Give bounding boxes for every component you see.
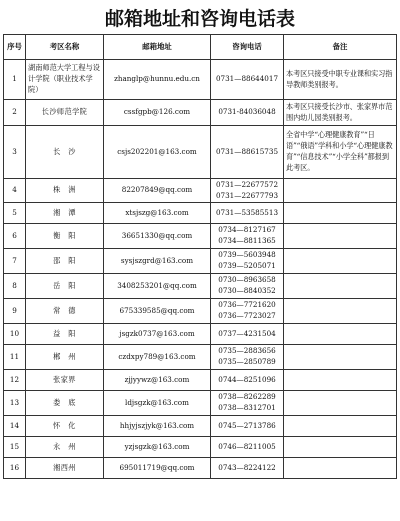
row-number: 9 xyxy=(4,299,26,324)
row-number: 12 xyxy=(4,370,26,391)
phone-cell xyxy=(211,274,284,299)
header-email: 邮箱地址 xyxy=(104,35,211,60)
table-row xyxy=(4,345,397,370)
phone-number: 0731—22677572 xyxy=(215,179,279,189)
note-cell xyxy=(284,370,397,391)
note-cell xyxy=(284,274,397,299)
table-row xyxy=(4,370,397,391)
phone-number: 0730—8963658 xyxy=(218,275,276,285)
phone-number: 0735—2883656 xyxy=(218,346,276,356)
note-cell xyxy=(284,345,397,370)
email-address: cssfgpb@126.com xyxy=(104,100,211,126)
row-number: 13 xyxy=(4,391,26,416)
table-body xyxy=(4,60,397,479)
email-address: sysjszgrd@163.com xyxy=(104,249,211,274)
area-name: 郴 州 xyxy=(26,345,104,370)
phone-number: 0731—53585513 xyxy=(215,207,279,217)
note-cell: 全省中学“心理健康教育”“日语”“俄语”学科和小学“心理健康教育”“信息技术”“小学全科”都报到此考区。 xyxy=(284,126,397,179)
row-number: 7 xyxy=(4,249,26,274)
email-address: 675339585@qq.com xyxy=(104,299,211,324)
email-address: 36651330@qq.com xyxy=(104,224,211,249)
phone-number: 0744—8251096 xyxy=(218,374,276,384)
email-address: 3408253201@qq.com xyxy=(104,274,211,299)
phone-number: 0737—4231504 xyxy=(218,328,276,338)
area-name: 湖南师范大学工程与设计学院（职业技术学院） xyxy=(26,60,104,100)
table-row xyxy=(4,100,397,126)
note-cell xyxy=(284,458,397,479)
phone-cell xyxy=(211,437,284,458)
header-no: 序号 xyxy=(4,35,26,60)
table-row xyxy=(4,126,397,179)
table-row xyxy=(4,391,397,416)
phone-cell xyxy=(211,299,284,324)
phone-cell xyxy=(211,249,284,274)
note-cell xyxy=(284,249,397,274)
area-name: 长沙师范学院 xyxy=(26,100,104,126)
table-row xyxy=(4,299,397,324)
email-address: ldjsgzk@163.com xyxy=(104,391,211,416)
email-address: 82207849@qq.com xyxy=(104,179,211,203)
table-header-row xyxy=(4,35,397,60)
area-name: 湘 潭 xyxy=(26,203,104,224)
area-name: 益 阳 xyxy=(26,324,104,345)
area-name: 邵 阳 xyxy=(26,249,104,274)
area-name: 株 洲 xyxy=(26,179,104,203)
phone-cell xyxy=(211,370,284,391)
table-row xyxy=(4,274,397,299)
phone-cell xyxy=(211,391,284,416)
email-address: czdxpy789@163.com xyxy=(104,345,211,370)
table-row xyxy=(4,203,397,224)
row-number: 5 xyxy=(4,203,26,224)
phone-cell xyxy=(211,100,284,126)
note-cell xyxy=(284,203,397,224)
area-name: 岳 阳 xyxy=(26,274,104,299)
phone-number: 0738—8262289 xyxy=(218,392,276,402)
email-address: yzjsgzk@163.com xyxy=(104,437,211,458)
note-cell xyxy=(284,224,397,249)
area-name: 怀 化 xyxy=(26,416,104,437)
note-cell: 本考区只接受中职专业课和实习指导教师类别报考。 xyxy=(284,60,397,100)
phone-number: 0739—5205071 xyxy=(218,261,276,270)
phone-cell xyxy=(211,458,284,479)
area-name: 长 沙 xyxy=(26,126,104,179)
phone-cell xyxy=(211,179,284,203)
phone-cell xyxy=(211,224,284,249)
row-number: 1 xyxy=(4,60,26,100)
phone-number: 0736—7723027 xyxy=(218,311,276,320)
phone-cell xyxy=(211,126,284,179)
phone-cell xyxy=(211,203,284,224)
header-area-name: 考区名称 xyxy=(26,35,104,60)
table-row xyxy=(4,324,397,345)
row-number: 11 xyxy=(4,345,26,370)
phone-number: 0734—8127167 xyxy=(218,225,276,235)
area-name: 娄 底 xyxy=(26,391,104,416)
note-cell xyxy=(284,437,397,458)
phone-number: 0743—8224122 xyxy=(218,462,276,472)
phone-number: 0739—5603948 xyxy=(218,250,276,260)
note-cell xyxy=(284,324,397,345)
phone-number: 0734—8811365 xyxy=(218,236,276,245)
area-name: 张家界 xyxy=(26,370,104,391)
note-cell xyxy=(284,179,397,203)
phone-cell xyxy=(211,416,284,437)
row-number: 14 xyxy=(4,416,26,437)
row-number: 16 xyxy=(4,458,26,479)
table-row xyxy=(4,179,397,203)
row-number: 10 xyxy=(4,324,26,345)
header-note: 备注 xyxy=(284,35,397,60)
page-title: 邮箱地址和咨询电话表 xyxy=(104,8,295,30)
phone-cell xyxy=(211,60,284,100)
email-address: xtsjszg@163.com xyxy=(104,203,211,224)
phone-cell xyxy=(211,324,284,345)
phone-number: 0738—8312701 xyxy=(218,403,276,412)
area-name: 常 德 xyxy=(26,299,104,324)
area-name: 永 州 xyxy=(26,437,104,458)
row-number: 3 xyxy=(4,126,26,179)
phone-number: 0731—88615735 xyxy=(215,146,279,156)
email-address: jsgzk0737@163.com xyxy=(104,324,211,345)
phone-cell xyxy=(211,345,284,370)
table-row xyxy=(4,249,397,274)
email-address: 695011719@qq.com xyxy=(104,458,211,479)
table-row xyxy=(4,437,397,458)
email-address: zhanglp@hunnu.edu.cn xyxy=(104,60,211,100)
contact-table xyxy=(3,34,397,479)
phone-number: 0731—22677793 xyxy=(215,190,279,200)
phone-number: 0735—2850789 xyxy=(218,357,276,366)
row-number: 15 xyxy=(4,437,26,458)
table-row xyxy=(4,458,397,479)
phone-number: 0745—2713786 xyxy=(218,420,276,430)
row-number: 8 xyxy=(4,274,26,299)
email-address: csjs202201@163.com xyxy=(104,126,211,179)
area-name: 湘西州 xyxy=(26,458,104,479)
note-cell xyxy=(284,416,397,437)
row-number: 6 xyxy=(4,224,26,249)
note-cell xyxy=(284,299,397,324)
table-row xyxy=(4,224,397,249)
table-row xyxy=(4,60,397,100)
table-row xyxy=(4,416,397,437)
phone-number: 0731-84036048 xyxy=(218,107,276,117)
phone-number: 0746—8211005 xyxy=(218,441,276,451)
phone-number: 0730—8840352 xyxy=(218,286,276,295)
header-phone: 咨询电话 xyxy=(211,35,284,60)
phone-number: 0736—7721620 xyxy=(218,300,276,310)
note-cell xyxy=(284,391,397,416)
row-number: 4 xyxy=(4,179,26,203)
note-cell: 本考区只接受长沙市、张家界市范围内幼儿园类别报考。 xyxy=(284,100,397,126)
area-name: 衡 阳 xyxy=(26,224,104,249)
phone-number: 0731—88644017 xyxy=(215,74,279,84)
email-address: hhjyjszjyk@163.com xyxy=(104,416,211,437)
row-number: 2 xyxy=(4,100,26,126)
email-address: zjjyywz@163.com xyxy=(104,370,211,391)
